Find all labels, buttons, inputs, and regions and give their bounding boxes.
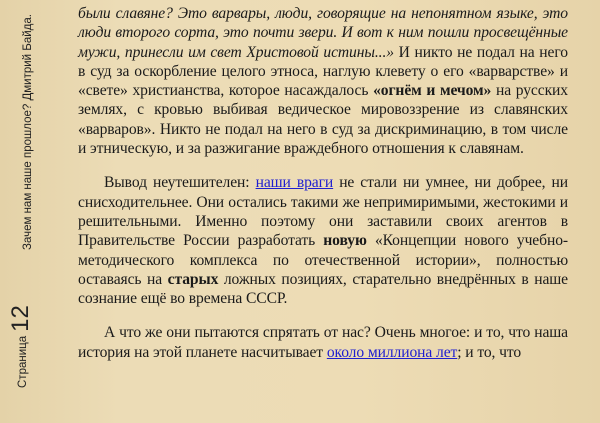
bold-word-new: новую [323, 232, 367, 250]
paragraph-text: ; и то, что [457, 343, 522, 361]
paragraph-1 [78, 4, 568, 158]
link-enemies[interactable]: наши враги [255, 174, 334, 192]
link-million-years[interactable]: около миллиона лет [326, 343, 458, 361]
paragraph-text: на русских землях, с кровью выбивая ведическое мировоззрение из славянских «варваров». Никто не подал на него в суд за дискриминацию, в том числе и этническую, и за разжигание враждебного отношения к славянам. [78, 82, 568, 158]
bold-phrase: «огнём и мечом» [373, 82, 492, 100]
paragraph-text: не стали ни умнее, ни добрее, ни снисходительнее. Они остались такими же непримиримыми, жестокими и решительными. Именно поэтому они заставили своих агентов в Правительстве России разработать [78, 174, 569, 250]
bold-word-old: старых [167, 270, 219, 288]
article-body [78, 4, 568, 362]
side-margin [0, 0, 44, 423]
paragraph-text: ложных позициях, старательно внедрённых в наше сознание ещё во времена СССР. [78, 270, 568, 308]
paragraph-2 [78, 173, 568, 308]
quote-text: были славяне? Это варвары, люди, говорящие на непонятном языке, это люди второго сорта, это почти звери. И вот к ним пошли просвещённые мужи, принесли им свет Христовой истины...» [78, 5, 568, 61]
page-word: Страница [17, 335, 29, 388]
paragraph-text: Вывод неутешителен: [104, 174, 256, 192]
paragraph-text: И никто не подал на него в суд за оскорбление целого этноса, наглую клевету о его «варварстве» и «свете» христианства, которое насаждалось [78, 43, 568, 100]
paragraph-3 [78, 323, 568, 362]
page-number-label [7, 305, 35, 388]
page-number: 12 [7, 305, 34, 332]
paragraph-text: «Концепции нового учебно-методического комплекса по отечественной истории», полностью оставаясь на [78, 232, 569, 288]
running-header: Зачем нам наше прошлое? Дмитрий Байда. [22, 14, 34, 250]
paragraph-text: А что же они пытаются спрятать от нас? Очень многое: и то, что наша история на этой планете насчитывает [78, 324, 568, 361]
